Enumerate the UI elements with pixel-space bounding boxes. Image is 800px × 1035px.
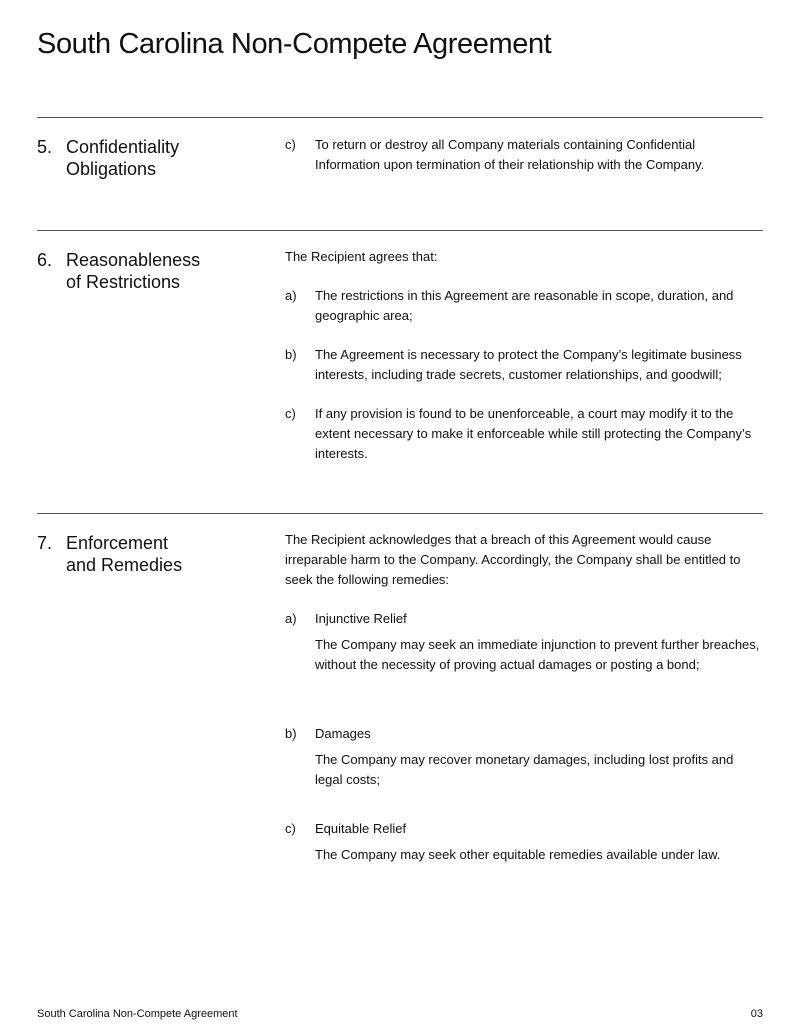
section-title-line: Enforcement: [66, 533, 169, 553]
section-title-line: Obligations: [66, 159, 157, 179]
list-item-text: If any provision is found to be unenforceable, a court may modify it to the extent necessary to make it enforceable while still protecting the Company’s interests.: [315, 406, 752, 461]
list-item-label: a): [285, 288, 297, 303]
document-title: South Carolina Non-Compete Agreement: [37, 28, 552, 60]
list-item-label: c): [285, 137, 296, 152]
list-item-label: c): [285, 406, 296, 421]
section-title: [66, 249, 266, 293]
section-intro: The Recipient agrees that:: [285, 249, 438, 264]
page-number: 03: [750, 1008, 763, 1020]
section-title: [66, 136, 266, 180]
section-divider: [37, 230, 763, 231]
section-number: 5.: [37, 137, 53, 157]
list-item-heading: Injunctive Relief: [315, 611, 407, 626]
section-title-line: Reasonableness: [66, 250, 201, 270]
section-divider: [37, 117, 763, 118]
footer-document-title: South Carolina Non-Compete Agreement: [37, 1008, 238, 1020]
section-title-line: of Restrictions: [66, 272, 181, 292]
section-intro: The Recipient acknowledges that a breach of this Agreement would cause irreparable harm to the Company. Accordingly, the Company shall be entitled to seek the following remedies:: [285, 532, 741, 587]
section-divider: [37, 513, 763, 514]
section-number: 6.: [37, 250, 53, 270]
list-item-label: c): [285, 821, 296, 836]
list-item-text: The Company may seek an immediate injunction to prevent further breaches, without the necessity of proving actual damages or posting a bond;: [315, 637, 760, 672]
section-title: [66, 532, 266, 576]
list-item-text: The restrictions in this Agreement are reasonable in scope, duration, and geographic area;: [315, 288, 734, 323]
list-item-label: b): [285, 726, 297, 741]
list-item-text: The Company may recover monetary damages, including lost profits and legal costs;: [315, 752, 734, 787]
section-title-line: Confidentiality: [66, 137, 180, 157]
list-item-text: The Company may seek other equitable remedies available under law.: [315, 847, 721, 862]
list-item-label: b): [285, 347, 297, 362]
section-title-line: and Remedies: [66, 555, 183, 575]
list-item-heading: Equitable Relief: [315, 821, 407, 836]
list-item-label: a): [285, 611, 297, 626]
section-number: 7.: [37, 533, 53, 553]
list-item-text: To return or destroy all Company materials containing Confidential Information upon termination of their relationship with the Company.: [315, 137, 705, 172]
list-item-heading: Damages: [315, 726, 371, 741]
list-item-text: The Agreement is necessary to protect the Company’s legitimate business interests, including trade secrets, customer relationships, and goodwill;: [315, 347, 742, 382]
